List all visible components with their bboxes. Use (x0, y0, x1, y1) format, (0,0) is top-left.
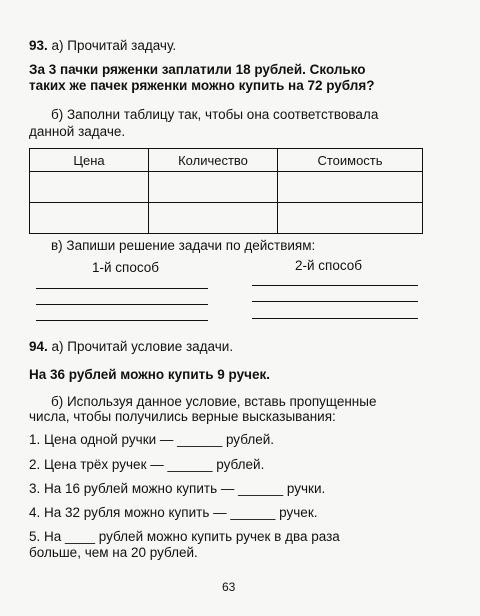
method-2-label: 2-й способ (295, 258, 363, 273)
statement-3: 3. На 16 рублей можно купить — ______ ручки. (29, 481, 326, 496)
answer-line[interactable] (252, 285, 418, 286)
statement-5-continued: больше, чем на 20 рублей. (29, 545, 198, 560)
task-94-number: 94. (29, 339, 48, 354)
table-header-cost: Стоимость (278, 149, 423, 172)
table-cell[interactable] (149, 203, 278, 234)
method-1-label: 1-й способ (92, 260, 160, 275)
task-94-condition: На 36 рублей можно купить 9 ручек. (29, 367, 270, 382)
statement-5: 5. На ____ рублей можно купить ручек в два раза (29, 529, 340, 544)
task-93-part-v: в) Запиши решение задачи по действиям: (51, 238, 316, 253)
task-93-header (29, 38, 176, 53)
task-94-part-b-line-2: числа, чтобы получились верные высказывания: (29, 409, 336, 424)
task-93-part-b-line-1: б) Заполни таблицу так, чтобы она соответствовала (51, 107, 379, 122)
statement-4: 4. На 32 рубля можно купить — ______ ручек. (29, 505, 318, 520)
table-cell[interactable] (30, 172, 149, 203)
table-row (30, 203, 423, 234)
task-94-header (29, 339, 233, 354)
answer-line[interactable] (36, 288, 208, 289)
task-93-table (29, 148, 423, 234)
statement-1: 1. Цена одной ручки — ______ рублей. (29, 432, 275, 447)
table-cell[interactable] (149, 172, 278, 203)
page-number: 63 (222, 580, 236, 594)
task-93-part-b-line-2: данной задаче. (29, 124, 126, 139)
task-93-problem-line-1: За 3 пачки ряженки заплатили 18 рублей. Сколько (29, 62, 366, 77)
task-94-part-b-line-1: б) Используя данное условие, вставь пропущенные (51, 394, 377, 409)
table-cell[interactable] (30, 203, 149, 234)
task-94-part-a: а) Прочитай условие задачи. (51, 339, 234, 354)
table-header-quantity: Количество (149, 149, 278, 172)
table-header-price: Цена (30, 149, 149, 172)
statement-2: 2. Цена трёх ручек — ______ рублей. (29, 457, 265, 472)
table-cell[interactable] (278, 172, 423, 203)
answer-line[interactable] (36, 304, 208, 305)
task-93-problem-line-2: таких же пачек ряженки можно купить на 72 рубля? (29, 78, 375, 93)
answer-line[interactable] (252, 318, 418, 319)
table-cell[interactable] (278, 203, 423, 234)
task-93-number: 93. (29, 38, 48, 53)
answer-line[interactable] (252, 301, 418, 302)
table-row (30, 172, 423, 203)
answer-line[interactable] (36, 320, 208, 321)
task-93-part-a: а) Прочитай задачу. (51, 38, 177, 53)
table-header-row (30, 149, 423, 172)
